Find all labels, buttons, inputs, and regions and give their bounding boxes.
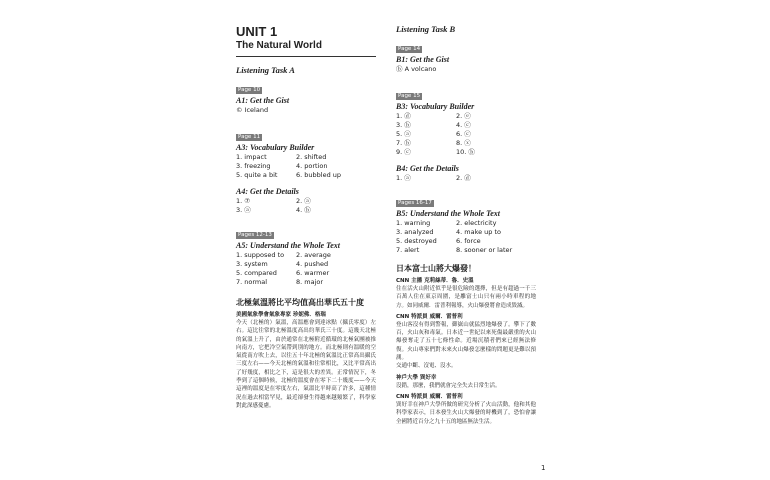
page-tag: Pages 12-13 — [238, 232, 272, 238]
a1-title: A1: Get the Gist — [236, 96, 290, 105]
answer-item: 8. major — [296, 278, 324, 286]
answer-item: 6. force — [456, 237, 481, 245]
answer-item: 3. ⓑ — [396, 121, 411, 129]
right-column — [396, 24, 536, 426]
answer-item: 4. portion — [296, 162, 328, 170]
a3-title: A3: Vocabulary Builder — [236, 143, 315, 152]
answer-item: 2. average — [296, 251, 331, 259]
answer-item: 5. destroyed — [396, 237, 437, 245]
page-tag: Page 15 — [398, 93, 421, 99]
unit-title: UNIT 1 — [236, 24, 278, 39]
chinese-article-title: 日本富士山將大爆發！ — [396, 264, 476, 273]
b5-title: B5: Understand the Whole Text — [396, 209, 501, 218]
title-rule — [236, 56, 376, 57]
answer-item: 5. quite a bit — [236, 171, 278, 179]
answer-item: 7. alert — [396, 246, 420, 254]
chinese-speaker: 神戶大學 巽好幸 — [396, 374, 437, 381]
a4-title: A4: Get the Details — [236, 187, 299, 196]
answer-item: 3. analyzed — [396, 228, 434, 236]
answer-item: 7. normal — [236, 278, 268, 286]
listening-task-b-title: Listening Task B — [396, 24, 456, 34]
chinese-paragraph: 登山客沒有得到警報，御嶽山就猛烈地爆發了。攀下了數百，火山灰和毒氣。日本近一世紀以來死傷最嚴重的火山爆發奪走了五十七條性命。近場沉積者們來已經無法修復。火山專家們對未來火山爆發怎麼樣的問題更是難以預測。 — [396, 321, 536, 362]
answer-item: 6. ⓒ — [456, 130, 471, 138]
answer-item: 2. ⓓ — [456, 174, 471, 182]
chinese-speaker: CNN 特派員 威爾．雷普利 — [396, 393, 463, 400]
chinese-article-title: 北極氣溫將比平均值高出華氏五十度 — [236, 298, 364, 307]
b5-answers — [396, 219, 536, 255]
b4-title: B4: Get the Details — [396, 164, 459, 173]
answer-item: 3. system — [236, 260, 268, 268]
answer-item: 8. ⓧ — [456, 139, 471, 147]
answer-item: 5. compared — [236, 269, 277, 277]
answer-item: 5. ⓐ — [396, 130, 411, 138]
answer-item: 4. ⓑ — [296, 206, 311, 214]
chinese-paragraph: 住在活火山附近似乎是很危險的選擇，但是有超過一千三百萬人住在東京周圍，是離富士山只有兩小時車程的地方。如同威爾．雷普利報導，火山爆發將會造成毀滅。 — [396, 286, 536, 309]
chinese-paragraph: 交通中斷、沒電、沒水。 — [396, 363, 457, 370]
answer-item: 2. ⓐ — [296, 197, 311, 205]
answer-item: 1. ⑦ — [236, 197, 251, 205]
b4-answers — [396, 174, 536, 183]
answer-item: 1. warning — [396, 219, 431, 227]
chinese-speaker: CNN 特派員 威爾．雷普利 — [396, 313, 463, 320]
a3-answers — [236, 153, 376, 180]
answer-item: 1. supposed to — [236, 251, 285, 259]
b3-answers — [396, 112, 536, 157]
answer-item: 7. ⓑ — [396, 139, 411, 147]
answer-item: 2. ⓔ — [456, 112, 471, 120]
chinese-paragraph: 沒錯，那麼，我們就會完全失去日常生活。 — [396, 382, 501, 389]
chinese-paragraph: 巽好幸在神戶大學所做的研究分析了火山活動，他和其他科學家表示，日本發生火山大爆發的時機到了，恐怕會讓全國將近百分之九十五的地區無法生活。 — [396, 401, 536, 425]
answer-item: 2. shifted — [296, 153, 327, 161]
a4-answers — [236, 197, 376, 215]
left-column — [236, 24, 376, 410]
answer-item: 1. ⓐ — [396, 174, 411, 182]
page-tag: Page 14 — [398, 46, 421, 52]
b1-answer: ⓑ A volcano — [396, 65, 437, 73]
answer-item: 8. sooner or later — [456, 246, 513, 254]
a5-answers — [236, 251, 376, 287]
page-tag: Page 11 — [238, 134, 261, 140]
answer-item: 2. electricity — [456, 219, 497, 227]
chinese-byline: 美國氣象學會氣象專家 珍妮佛．格瑞 — [236, 312, 326, 318]
a1-answer: © Iceland — [236, 106, 269, 114]
chinese-speaker: CNN 主播 克莉絲蒂．魯．史溫 — [396, 278, 474, 284]
listening-task-a-title: Listening Task A — [236, 65, 295, 75]
b1-title: B1: Get the Gist — [396, 55, 450, 64]
a5-title: A5: Understand the Whole Text — [236, 241, 341, 250]
answer-item: 4. ⓒ — [456, 121, 471, 129]
answer-item: 4. make up to — [456, 228, 502, 236]
b3-title: B3: Vocabulary Builder — [396, 102, 475, 111]
chinese-paragraph: 今天（北極的）氣溫，高溫應會到達冰點（攝氏零度）左右。這比往常的北極溫度高出約華氏三十度。這幾天北極的氣溫上升了，由於通常在北極附近循環的北極氣團被推向南方，它把冷空氣帶到別的地方。而北極則有溫暖的空氣從南方吹上去，以往五十年北極的氣溫比正常高出攝氏三度左右——今天北極的氣溫和往常相比，又比平常高出了好幾度，相比之下，這是很大的差異。正常情況下，冬季到了這個時候，北極的溫度會在零下二十幾度——今天這裡的溫度是在零度左右，氣溫比平時高了許多，這種情況在過去相當罕見，最近卻發生得越來越頻繁了，科學家對此深感憂慮。 — [236, 320, 376, 409]
answer-item: 10. ⓑ — [456, 148, 475, 156]
answer-item: 6. warmer — [296, 269, 330, 277]
answer-item: 1. ⓓ — [396, 112, 411, 120]
page-number: 1 — [541, 464, 546, 472]
answer-item: 1. impact — [236, 153, 267, 161]
answer-item: 3. freezing — [236, 162, 271, 170]
answer-item: 4. pushed — [296, 260, 329, 268]
answer-item: 3. ⓐ — [236, 206, 251, 214]
page-tag: Pages 16-17 — [398, 200, 432, 206]
unit-subtitle: The Natural World — [236, 40, 322, 51]
page-tag: Page 10 — [238, 87, 261, 93]
answer-item: 6. bubbled up — [296, 171, 342, 179]
answer-item: 9. ⓒ — [396, 148, 411, 156]
